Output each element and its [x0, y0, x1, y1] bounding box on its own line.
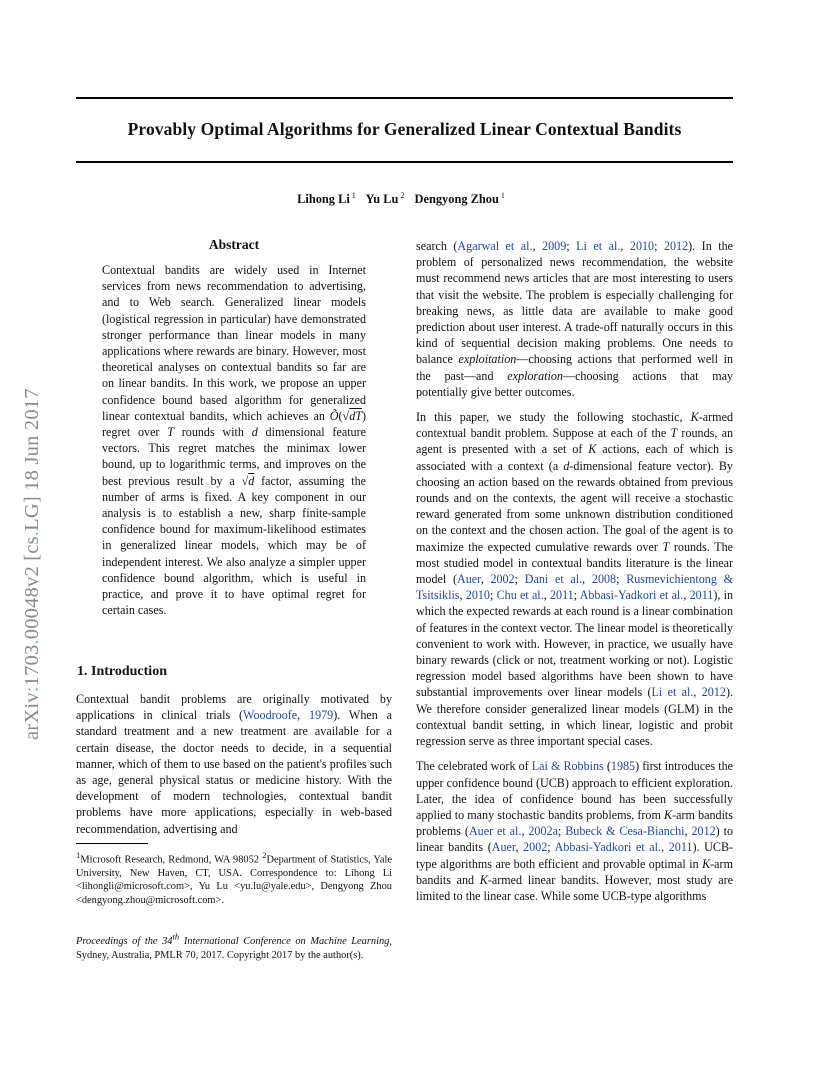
paragraph: In this paper, we study the following stochastic, K-armed contextual bandit problem. Suppose at each of the T rounds, an agent is presented with a set of K actions, each of which is associated with a context (a d-dimensional feature vector). By choosing an action based on the rewards obtained from previous rounds and on the contexts, the agent will receive a stochastic reward generated from some unknown distribution conditioned on the context and the chosen action. The goal of the agent is to maximize the expected cumulative rewards over T rounds. The most studied model in contextual bandits literature is the linear model (Auer, 2002; Dani et al., 2008; Rusmevichientong & Tsitsiklis, 2010; Chu et al., 2011; Abbasi-Yadkori et al., 2011), in which the expected rewards at each round is a linear combination of features in the context vector. The linear model is theoretically convenient to work with. However, in practice, we usually have binary rewards (click or not, treatment working or not). Logistic regression model based algorithms have been shown to have substantial improvements over linear models (Li et al., 2012). We therefore consider generalized linear models (GLM) in the contextual bandit setting, in which linear, logistic and probit regression serve as three important special cases.: [416, 410, 734, 749]
introduction-text: Contextual bandit problems are originally motivated by applications in clinical trials (Woodroofe, 1979). When a standard treatment and a new treatment are available for a certain disease, the doctor needs to decide, in a sequential manner, which of them to use based on the patient's profiles such as age, general physical status or medicine history. With the development of modern technologies, contextual bandit problems have more applications, especially in web-based recommendation, advertising and: [76, 692, 392, 836]
affiliation-footnote: $^1$Microsoft Research, Redmond, WA 98052 $^2$Department of Statistics, Yale University, New Haven, CT, USA. Correspondence to: Lihong Li <lihongli@microsoft.com>, Yu Lu <yu.lu@yale.edu>, Dengyong Zhou <dengyong.zhou@microsoft.com>.: [76, 850, 392, 906]
author-name: Lihong Li: [297, 192, 350, 206]
top-rule: [76, 97, 733, 99]
affiliation-mark: 1: [500, 191, 505, 200]
footnote-rule: [76, 843, 148, 844]
right-column: [416, 238, 733, 904]
paper-title: Provably Optimal Algorithms for Generalized Linear Contextual Bandits: [127, 119, 682, 139]
arxiv-stamp: arXiv:1703.00048v2 [cs.LG] 18 Jun 2017: [21, 388, 43, 740]
paragraph: The celebrated work of Lai & Robbins (1985) first introduces the upper confidence bound (UCB) approach to efficient exploration. Later, the idea of confidence bound has been successfully applied to many stochastic bandits problems, from K-arm bandits problems (Auer et al., 2002a; Bubeck & Cesa-Bianchi, 2012) to linear bandits (Auer, 2002; Abbasi-Yadkori et al., 2011). UCB-type algorithms are both efficient and provable optimal in K-arm bandits and K-armed linear bandits. However, most study are limited to the linear case. While some UCB-type algorithms: [416, 759, 734, 903]
affiliation-mark: 2: [400, 191, 405, 200]
section-heading-introduction: 1. Introduction: [77, 664, 167, 679]
author-list: [76, 191, 733, 207]
author-name: Yu Lu: [365, 192, 399, 206]
abstract-text: Contextual bandits are widely used in Internet services from news recommendation to advertising, and to Web search. Generalized linear models (logistical regression in particular) have demonstrated stronger performance than linear models in many applications where rewards are binary. However, most theoretical analyses on contextual bandits so far are on linear bandits. In this work, we propose an upper confidence bound based algorithm for generalized linear contextual bandits, which achieves an Õ(√dT) regret over T rounds with d dimensional feature vectors. This regret matches the minimax lower bound, up to logarithmic terms, and improves on the best previous result by a √d factor, assuming the number of arms is fixed. A key component in our analysis is to establish a new, sharp finite-sample confidence bound for maximum-likelihood estimates in generalized linear models, which may be of independent interest. We also analyze a simpler upper confidence bound algorithm, which is useful in practice, and prove it to have optimal regret for certain cases.: [102, 263, 366, 618]
title-bottom-rule: [76, 161, 733, 163]
paragraph: search (Agarwal et al., 2009; Li et al., 2010; 2012). In the problem of personalized news recommendation, the website must recommend news articles that are most interesting to users that visit the website. The problem is especially challenging for breaking news, as little data are available to make good prediction about user interest. A trade-off naturally occurs in this kind of sequential decision making problems. One needs to balance exploitation—choosing actions that performed well in the past—and exploration—choosing actions that may potentially give better outcomes.: [416, 239, 734, 399]
affiliation-mark: 1: [351, 191, 356, 200]
abstract-heading: Abstract: [208, 237, 260, 252]
author-name: Dengyong Zhou: [414, 192, 499, 206]
proceedings-note: Proceedings of the 34th International Conference on Machine Learning, Sydney, Australia, PMLR 70, 2017. Copyright 2017 by the author(s).: [76, 932, 392, 961]
